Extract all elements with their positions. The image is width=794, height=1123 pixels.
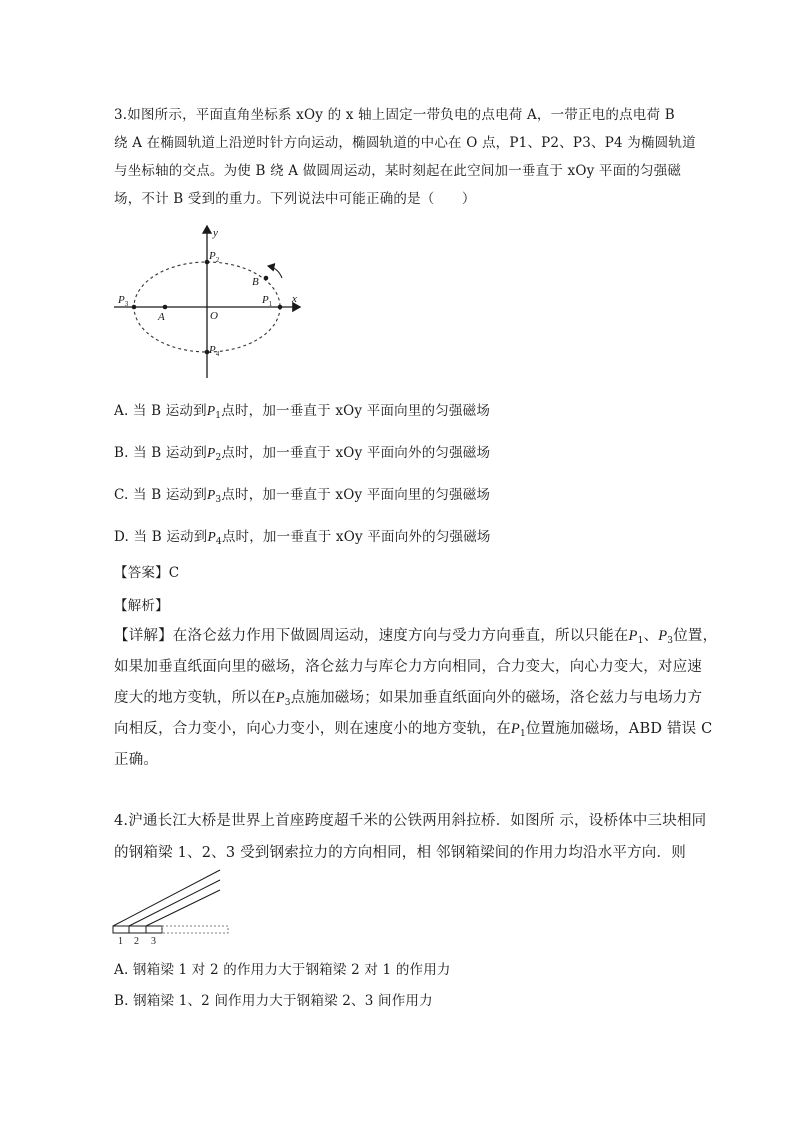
p1-dot: [278, 305, 283, 310]
q3-stem-line: 场，不计 B 受到的重力。下列说法中可能正确的是（ ）: [114, 191, 476, 207]
q3-stem-line: 与坐标轴的交点。为使 B 绕 A 做圆周运动，某时刻起在此空间加一垂直于 xOy 平面的匀强磁: [114, 163, 682, 179]
beam-3: [146, 926, 162, 933]
beam-2-label: 2: [134, 936, 139, 947]
beam-1: [113, 926, 129, 933]
charge-b-dot: [264, 276, 269, 281]
explanation-line: 度大的地方变轨，所以在$P_3$点施加磁场；如果加垂直纸面向外的磁场，洛仑兹力与电场力方: [114, 690, 703, 708]
explanation-line: 向相反，合力变小，向心力变小，则在速度小的地方变轨，在$P_1$位置施加磁场，ABD 错误 C: [114, 721, 713, 739]
q4-option-a: A. 钢箱梁 1 对 2 的作用力大于钢箱梁 2 对 1 的作用力: [114, 962, 451, 978]
beam-continuation: [162, 926, 228, 933]
beam-3-label: 3: [151, 936, 156, 947]
charge-b-label: B: [252, 276, 259, 288]
q4-stem-line: 4.沪通长江大桥是世界上首座跨度超千米的公铁两用斜拉桥．如图所 示，设桥体中三块相同: [114, 813, 707, 829]
explanation-line: 正确。: [114, 752, 159, 768]
q3-option-c: C. 当 B 运动到$P_3$点时，加一垂直于 xOy 平面向里的匀强磁场: [114, 487, 491, 505]
q3-stem-line: 3.如图所示，平面直角坐标系 xOy 的 x 轴上固定一带负电的点电荷 A，一带正电的点电荷 B: [114, 107, 675, 123]
p3-label: $P_3$: [118, 294, 129, 308]
answer: 【答案】C: [114, 565, 180, 581]
axis-x-label: x: [292, 293, 297, 305]
q3-option-a: A. 当 B 运动到$P_1$点时，加一垂直于 xOy 平面向里的匀强磁场: [114, 403, 491, 421]
bridge-beam-figure: [110, 866, 235, 948]
ellipse-orbit-figure: [110, 222, 310, 382]
p1-label: $P_1$: [262, 294, 273, 308]
q3-stem-line: 绕 A 在椭圆轨道上沿逆时针方向运动，椭圆轨道的中心在 O 点，P1、P2、P3、P4 为椭圆轨道: [114, 135, 696, 151]
axis-y-label: y: [213, 227, 218, 239]
beam-2: [129, 926, 146, 933]
origin-label: O: [210, 310, 218, 322]
q4-option-b: B. 钢箱梁 1、2 间作用力大于钢箱梁 2、3 间作用力: [114, 993, 433, 1009]
analysis-heading: 【解析】: [114, 598, 169, 614]
beam-1-label: 1: [118, 936, 123, 947]
charge-a-dot: [163, 305, 168, 310]
explanation-line: 【详解】在洛仑兹力作用下做圆周运动，速度方向与受力方向垂直，所以只能在$P_1$、$P_3$位置，: [114, 628, 718, 646]
p4-label: $P_4$: [209, 344, 220, 358]
counterclockwise-arrow: [268, 266, 282, 278]
p2-label: $P_2$: [209, 250, 220, 264]
q4-stem-line: 的钢箱梁 1、2、3 受到钢索拉力的方向相同，相 邻钢箱梁间的作用力均沿水平方向．则: [114, 845, 686, 861]
cable-2: [129, 880, 220, 926]
charge-a-label: A: [158, 311, 165, 323]
cable-3: [146, 890, 220, 926]
explanation-line: 如果加垂直纸面向里的磁场，洛仑兹力与库仑力方向相同，合力变大，向心力变大，对应速: [114, 659, 702, 675]
p3-dot: [132, 305, 137, 310]
q3-option-d: D. 当 B 运动到$P_4$点时，加一垂直于 xOy 平面向外的匀强磁场: [114, 529, 491, 547]
q3-option-b: B. 当 B 运动到$P_2$点时，加一垂直于 xOy 平面向外的匀强磁场: [114, 445, 491, 463]
